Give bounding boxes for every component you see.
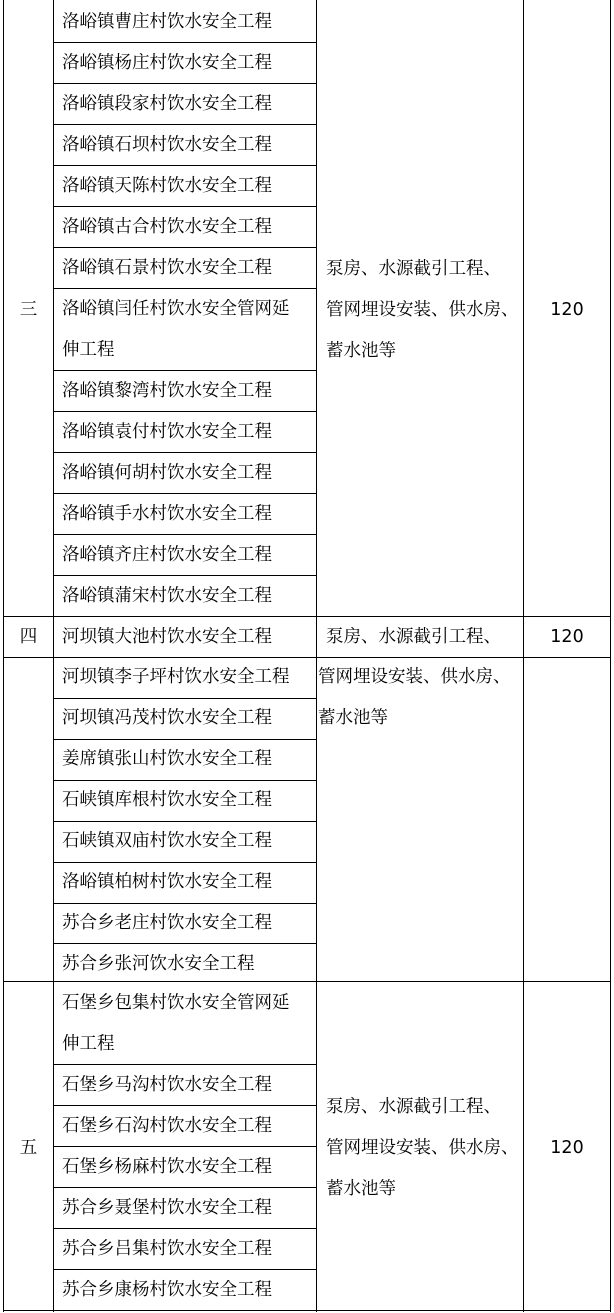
row-separator (53, 493, 317, 494)
row-separator (53, 1146, 317, 1147)
project-name: 苏合乡聂堡村饮水安全工程 (62, 1198, 272, 1218)
project-name: 石堡乡杨麻村饮水安全工程 (62, 1157, 272, 1177)
row-separator (53, 903, 317, 904)
project-name: 洛峪镇石坝村饮水安全工程 (62, 135, 272, 155)
group-number: 四 (19, 627, 38, 647)
row-separator (53, 1105, 317, 1106)
row-separator (53, 780, 317, 781)
table-right-border (610, 0, 611, 1312)
row-separator (53, 124, 317, 125)
project-name: 姜席镇张山村饮水安全工程 (62, 749, 272, 769)
table-bottom-border (3, 1310, 611, 1311)
row-separator (53, 739, 317, 740)
column-divider-project-right (316, 0, 317, 1312)
row-separator (53, 862, 317, 863)
construction-content: 泵房、水源截引工程、 (326, 1097, 501, 1117)
group-separator (3, 616, 611, 617)
investment-amount: 120 (550, 300, 584, 320)
project-name: 洛峪镇天陈村饮水安全工程 (62, 176, 272, 196)
row-separator (53, 821, 317, 822)
row-separator (53, 1064, 317, 1065)
project-name: 洛峪镇黎湾村饮水安全工程 (62, 381, 272, 401)
row-separator (53, 1187, 317, 1188)
project-name: 石堡乡包集村饮水安全管网延 (62, 993, 290, 1013)
row-separator (53, 83, 317, 84)
row-separator (53, 452, 317, 453)
project-name: 河坝镇冯茂村饮水安全工程 (62, 708, 272, 728)
group-number: 三 (19, 300, 38, 320)
project-name: 石堡乡马沟村饮水安全工程 (62, 1075, 272, 1095)
row-separator (53, 698, 317, 699)
project-name: 石峡镇双庙村饮水安全工程 (62, 831, 272, 851)
project-name: 洛峪镇杨庄村饮水安全工程 (62, 53, 272, 73)
project-name: 洛峪镇段家村饮水安全工程 (62, 94, 272, 114)
project-name: 苏合乡吕集村饮水安全工程 (62, 1239, 272, 1259)
construction-content: 泵房、水源截引工程、 (326, 259, 501, 279)
project-name: 洛峪镇古合村饮水安全工程 (62, 217, 272, 237)
project-name: 河坝镇大池村饮水安全工程 (62, 627, 272, 647)
row-separator (53, 943, 317, 944)
project-name: 洛峪镇闫任村饮水安全管网延 (62, 299, 290, 319)
group-number: 五 (19, 1138, 38, 1158)
construction-content: 管网埋设安装、供水房、 (326, 300, 519, 320)
construction-content: 蓄水池等 (326, 1179, 396, 1199)
project-name: 伸工程 (62, 340, 115, 360)
group-separator (3, 981, 611, 982)
row-separator (53, 165, 317, 166)
construction-content: 管网埋设安装、供水房、 (326, 1138, 519, 1158)
project-name: 石堡乡石沟村饮水安全工程 (62, 1116, 272, 1136)
row-separator (53, 42, 317, 43)
project-name: 洛峪镇手水村饮水安全工程 (62, 504, 272, 524)
construction-content: 泵房、水源截引工程、 (326, 627, 501, 647)
construction-content: 蓄水池等 (326, 341, 396, 361)
project-name: 苏合乡老庄村饮水安全工程 (62, 913, 272, 933)
row-separator (53, 206, 317, 207)
row-separator (53, 575, 317, 576)
investment-amount: 120 (550, 627, 584, 647)
project-name: 洛峪镇蒲宋村饮水安全工程 (62, 586, 272, 606)
column-divider-amount-left (523, 0, 524, 1312)
project-name: 洛峪镇曹庄村饮水安全工程 (62, 12, 272, 32)
row-separator (53, 411, 317, 412)
construction-content: 蓄水池等 (318, 708, 388, 728)
project-name: 洛峪镇何胡村饮水安全工程 (62, 463, 272, 483)
project-name: 石峡镇库根村饮水安全工程 (62, 790, 272, 810)
project-name: 洛峪镇柏树村饮水安全工程 (62, 872, 272, 892)
project-name: 苏合乡康杨村饮水安全工程 (62, 1280, 272, 1300)
project-name: 苏合乡张河饮水安全工程 (62, 954, 255, 974)
table-left-border (3, 0, 4, 1312)
project-name: 洛峪镇齐庄村饮水安全工程 (62, 545, 272, 565)
row-separator (53, 288, 317, 289)
project-name: 河坝镇李子坪村饮水安全工程 (62, 667, 290, 687)
row-separator (53, 1228, 317, 1229)
row-separator (53, 370, 317, 371)
row-separator (53, 1269, 317, 1270)
group-separator (3, 657, 611, 658)
investment-amount: 120 (550, 1138, 584, 1158)
project-name: 洛峪镇石景村饮水安全工程 (62, 258, 272, 278)
row-separator (53, 534, 317, 535)
project-name: 洛峪镇袁付村饮水安全工程 (62, 422, 272, 442)
row-separator (53, 247, 317, 248)
project-name: 伸工程 (62, 1034, 115, 1054)
column-divider-project-left (53, 0, 54, 1312)
construction-content: 管网埋设安装、供水房、 (318, 667, 511, 687)
